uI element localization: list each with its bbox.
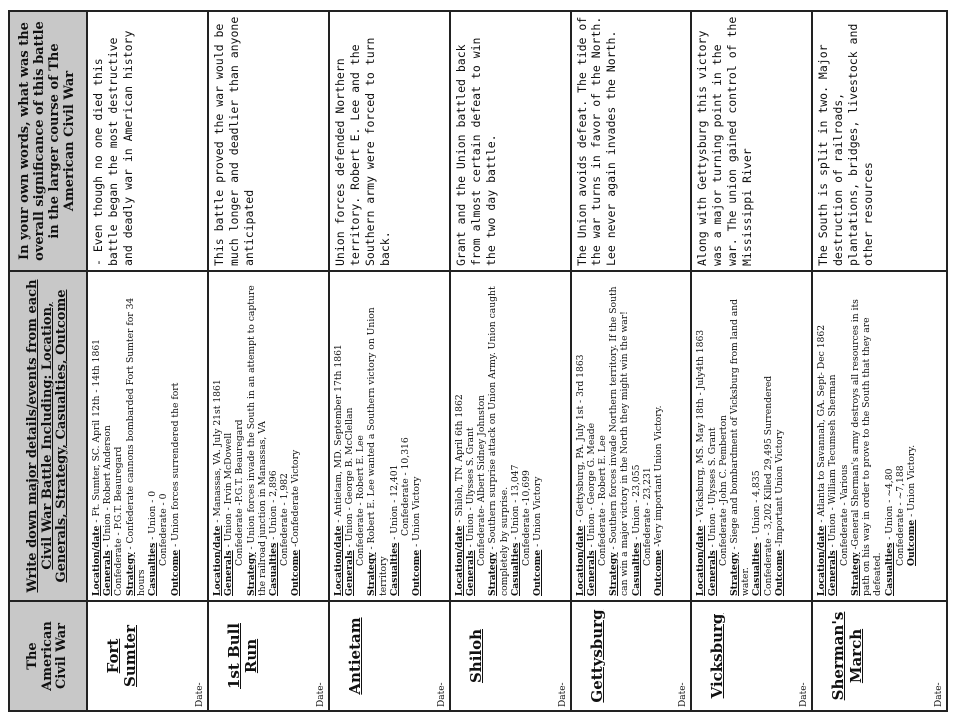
detail-text: - Union - Robert Anderson <box>102 425 114 551</box>
detail-label: Strategy <box>849 552 861 596</box>
detail-line <box>212 276 223 596</box>
detail-line <box>400 276 411 596</box>
detail-line <box>707 276 718 596</box>
detail-line <box>113 276 124 596</box>
detail-text: - Southern surprise attack on Union Army. Union caught completely by surprise. <box>487 286 510 596</box>
battle-significance: The South is split in two. Major destruction of railroads, plantations, bridges, livestock and other resources <box>812 11 947 271</box>
header-details: Write down major details/events from each Civil War Battle Including: Location, Generals, Strategy, Casualties, Outcome <box>9 271 87 601</box>
battle-details-cell <box>87 271 208 601</box>
detail-label: Strategy <box>608 552 620 596</box>
detail-text: - Union - 2,896 <box>267 470 279 543</box>
detail-line <box>454 276 465 596</box>
date-label: Date- <box>557 682 568 707</box>
detail-label: Outcome <box>169 549 181 596</box>
detail-text: Confederate -10,699 <box>520 470 532 566</box>
header-significance: In your own words, what was the overall significance of this battle in the larger course of The American Civil War <box>9 11 87 271</box>
detail-text: Confederate -P.G.T. Beauregard <box>234 419 246 566</box>
detail-text: - Siege and bombardment of Vicksburg from land and water. <box>729 298 752 596</box>
detail-text: - Robert E. Lee wanted a Southern victory on Union territory <box>366 307 389 596</box>
detail-text: - Union - Irvin McDowell <box>223 432 235 551</box>
battle-row <box>87 11 208 711</box>
detail-label: Location/date <box>91 525 102 596</box>
detail-text: - Union - 0 <box>147 490 159 543</box>
detail-line <box>774 276 785 596</box>
detail-line <box>170 276 181 596</box>
detail-line <box>586 276 597 596</box>
detail-text: - Antietam, MD. September 17th 1861 <box>332 344 344 526</box>
detail-line <box>718 276 729 596</box>
detail-text: Confederate - ~7,188 <box>894 465 906 566</box>
detail-text: - Confederate cannons bombarded Fort Sumter for 34 hours <box>124 297 147 596</box>
date-label: Date- <box>436 682 447 707</box>
detail-text: Confederate - 3,202 Killed 29,495 Surrendered <box>762 375 774 596</box>
detail-text: Confederate - P.G.T. Beauregard <box>113 446 125 596</box>
detail-label: Strategy <box>245 552 257 596</box>
detail-text: Confederate - 0 <box>158 493 170 566</box>
battle-significance: Grant and the Union battled back from almost certain defeat to win the two day battle. <box>450 11 571 271</box>
detail-line <box>333 276 344 596</box>
rotated-table-wrapper <box>8 12 948 712</box>
battle-cell <box>87 601 208 711</box>
detail-line <box>521 276 532 596</box>
detail-line <box>366 276 388 596</box>
detail-line <box>476 276 487 596</box>
detail-line <box>597 276 608 596</box>
battle-details-cell <box>329 271 450 601</box>
detail-line <box>246 276 268 596</box>
detail-label: Casualties <box>147 542 159 596</box>
header-battle: The American Civil War <box>9 601 87 711</box>
detail-line <box>763 276 774 596</box>
detail-text: -Very important Union Victory. <box>653 405 665 550</box>
detail-line <box>147 276 158 596</box>
detail-line <box>487 276 509 596</box>
detail-line <box>234 276 245 596</box>
detail-label: Casualties <box>751 542 763 596</box>
civil-war-battles-table <box>8 10 948 712</box>
detail-line <box>279 276 290 596</box>
detail-label: Generals <box>223 550 235 596</box>
detail-label: Outcome <box>290 549 302 596</box>
detail-text: -Important Union Victory <box>773 429 785 550</box>
detail-label: Strategy <box>729 552 741 596</box>
date-label: Date- <box>799 682 810 707</box>
battle-significance: Along with Gettysburg this victory was a major turning point in the war. The union gained control of the Mississippi River <box>691 11 812 271</box>
battle-cell <box>450 601 571 711</box>
date-label: Date- <box>315 682 326 707</box>
battle-details-cell <box>691 271 812 601</box>
battle-cell <box>208 601 329 711</box>
date-label: Date- <box>194 682 205 707</box>
detail-label: Outcome <box>532 549 544 596</box>
detail-text: Confederate- Albert Sidney Johnston <box>476 394 488 566</box>
detail-label: Strategy <box>487 552 499 596</box>
detail-text: - Southern forces invade Northern territory. If the South can win a major victory in the North they might win the war! <box>608 286 631 596</box>
battle-row <box>571 11 692 711</box>
detail-text: - Union - 4,835 <box>751 470 763 543</box>
detail-label: Generals <box>343 550 355 596</box>
detail-text: - Gettysburg, PA. July 1st - 3rd 1863 <box>574 354 586 526</box>
detail-line <box>695 276 706 596</box>
detail-line <box>102 276 113 596</box>
detail-line <box>532 276 543 596</box>
battle-name: Antietam <box>345 617 364 695</box>
detail-text: - Union Victory. <box>906 444 917 520</box>
detail-text: - Ft. Sumter, SC. April 12th - 14th 1861 <box>91 338 102 526</box>
detail-text: - Union - George G. Meade <box>585 422 597 551</box>
battle-name: Shiloh <box>466 628 485 684</box>
battle-details-cell <box>450 271 571 601</box>
battle-cell <box>691 601 812 711</box>
detail-line <box>884 276 895 596</box>
battle-significance: - Even though no one died this battle began the most destructive and deadly war in American history <box>87 11 208 271</box>
detail-text: - Vicksburg, MS. May 18th - July4th 1863 <box>695 329 707 526</box>
detail-text: - Manassas, VA. July 21st 1861 <box>211 379 223 526</box>
battle-significance: Union forces defended Northern territory. Robert E. Lee and the Southern army were forced to turn back. <box>329 11 450 271</box>
battle-name: Vicksburg <box>708 613 727 699</box>
detail-line <box>465 276 476 596</box>
detail-text: Confederate - Robert E. Lee <box>596 435 608 566</box>
detail-text: - Union - ~4,80 <box>883 468 895 543</box>
detail-text: - Atlanta to Savannah, GA. Sept- Dec 1862 <box>816 324 828 526</box>
detail-line <box>510 276 521 596</box>
detail-label: Generals <box>102 550 114 596</box>
detail-line <box>223 276 234 596</box>
detail-label: Generals <box>464 550 476 596</box>
battle-details-cell <box>571 271 692 601</box>
detail-label: Outcome <box>906 519 917 566</box>
battle-name: Sherman's March <box>829 611 865 701</box>
battle-significance: The Union avoids defeat. The tide of the war turns in favor of the North. Lee never again invades the North. <box>571 11 692 271</box>
detail-text: - Shiloh, TN. April 6th 1862 <box>453 394 465 526</box>
detail-text: Confederate - Various <box>838 464 850 566</box>
date-label: Date- <box>934 682 944 707</box>
detail-line <box>729 276 751 596</box>
detail-label: Outcome <box>411 549 423 596</box>
detail-text: - Union - 23,055 <box>630 464 642 543</box>
detail-label: Location/date <box>332 525 344 596</box>
detail-label: Location/date <box>453 525 465 596</box>
battle-row <box>812 11 947 711</box>
detail-text: Confederate -John C. Pemberton <box>717 415 729 566</box>
detail-line <box>850 276 884 596</box>
detail-line <box>895 276 906 596</box>
detail-text: Confederate - 1,982 <box>279 473 291 566</box>
detail-label: Strategy <box>124 552 136 596</box>
detail-line <box>631 276 642 596</box>
detail-line <box>355 276 366 596</box>
detail-line <box>575 276 586 596</box>
detail-label: Location/date <box>211 525 223 596</box>
detail-text: - Union forces surrendered the fort <box>169 382 181 550</box>
detail-line <box>389 276 400 596</box>
detail-text: - Union - 13,047 <box>509 464 521 543</box>
detail-text: -Confederate Victory <box>290 449 302 550</box>
detail-label: Casualties <box>883 542 895 596</box>
detail-text: - Union Victory <box>532 476 544 550</box>
detail-line <box>608 276 630 596</box>
battle-name: Gettysburg <box>587 609 606 703</box>
detail-line <box>642 276 653 596</box>
detail-label: Casualties <box>509 542 521 596</box>
detail-label: Casualties <box>630 542 642 596</box>
battle-cell <box>571 601 692 711</box>
detail-text: -General Sherman's army destroys all resources in its path on his way in order to prove to the South that they are defeated. <box>849 299 884 596</box>
detail-text: - Union - William Tecumseh Sherman <box>827 374 839 551</box>
detail-label: Casualties <box>388 542 400 596</box>
battle-details-cell <box>812 271 947 601</box>
detail-text: Confederate - Robert E. Lee <box>355 435 367 566</box>
detail-text: Confederate - 23,231 <box>641 467 653 566</box>
detail-line <box>91 276 102 596</box>
detail-text: - Union - Ulysses S. Grant <box>706 427 718 551</box>
detail-line <box>839 276 850 596</box>
detail-label: Generals <box>706 550 718 596</box>
detail-label: Outcome <box>773 549 785 596</box>
detail-label: Outcome <box>653 549 665 596</box>
detail-line <box>268 276 279 596</box>
header-row <box>9 11 87 711</box>
battle-significance: This battle proved the war would be much longer and deadlier than anyone anticipated <box>208 11 329 271</box>
detail-line <box>158 276 169 596</box>
battle-row <box>329 11 450 711</box>
detail-line <box>906 276 917 596</box>
detail-label: Strategy <box>366 552 378 596</box>
detail-line <box>827 276 838 596</box>
battle-cell <box>329 601 450 711</box>
battle-row <box>450 11 571 711</box>
detail-text: Confederate - 10,316 <box>400 437 412 536</box>
detail-text: - Union - Ulysses S. Grant <box>464 427 476 551</box>
detail-line <box>751 276 762 596</box>
detail-line <box>411 276 422 596</box>
date-label: Date- <box>678 682 689 707</box>
battle-cell <box>812 601 947 711</box>
detail-label: Location/date <box>816 525 828 596</box>
detail-line <box>344 276 355 596</box>
detail-label: Location/date <box>695 525 707 596</box>
battle-name: Fort Sumter <box>104 625 140 687</box>
detail-text: - Union forces invade the South in an attempt to capture the railroad junction in Manassas, VA <box>245 285 268 596</box>
detail-text: - Union - 12,401 <box>388 464 400 543</box>
detail-line <box>125 276 147 596</box>
battle-name: 1st Bull Run <box>224 623 261 690</box>
detail-label: Location/date <box>574 525 586 596</box>
detail-line <box>653 276 664 596</box>
detail-text: - Union Victory <box>411 476 423 550</box>
battle-row <box>691 11 812 711</box>
detail-label: Generals <box>827 550 839 596</box>
battle-details-cell <box>208 271 329 601</box>
detail-label: Casualties <box>267 542 279 596</box>
detail-line <box>290 276 301 596</box>
detail-line <box>816 276 827 596</box>
detail-text: - Union - George B. McClellan <box>343 407 355 551</box>
battle-row <box>208 11 329 711</box>
detail-label: Generals <box>585 550 597 596</box>
